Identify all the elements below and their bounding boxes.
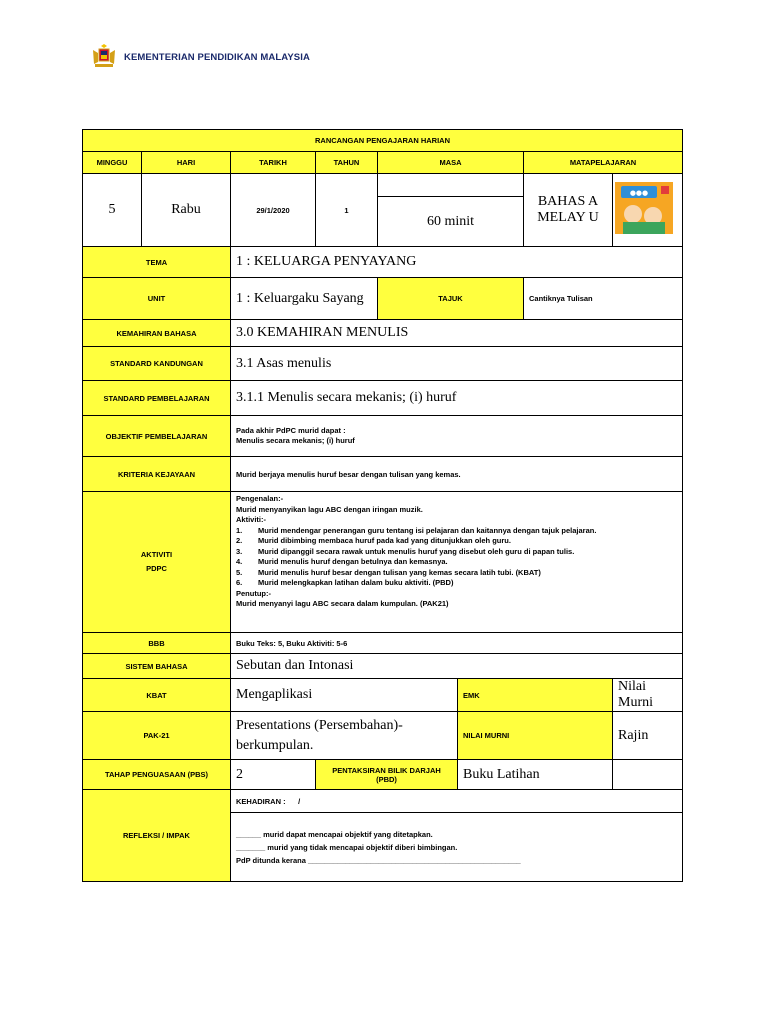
header-masa: MASA <box>378 152 524 174</box>
label-standard-kandungan: STANDARD KANDUNGAN <box>83 347 231 381</box>
value-refleksi <box>231 813 683 882</box>
value-unit: 1 : Keluargaku Sayang <box>231 278 378 320</box>
label-aktiviti-1: AKTIVITI <box>140 550 173 559</box>
refleksi-line-1: ______ murid dapat mencapai objektif yang ditetapkan. <box>236 829 433 839</box>
value-objektif <box>231 416 683 457</box>
value-kbat: Mengaplikasi <box>231 679 458 712</box>
label-kriteria: KRITERIA KEJAYAAN <box>83 457 231 492</box>
page-header <box>90 42 310 72</box>
value-minggu: 5 <box>83 174 142 247</box>
label-pak21: PAK-21 <box>83 712 231 760</box>
list-item: 2. Murid dibimbing membaca huruf pada kad yang ditunjukkan oleh guru. <box>236 536 511 545</box>
label-emk: EMK <box>458 679 613 712</box>
value-nilai-murni: Rajin <box>613 712 683 760</box>
value-tajuk: Cantiknya Tulisan <box>524 278 683 320</box>
refleksi-line-2: _______ murid yang tidak mencapai objektif diberi bimbingan. <box>236 842 458 852</box>
value-hari: Rabu <box>142 174 231 247</box>
header-tahun: TAHUN <box>316 152 378 174</box>
label-aktiviti <box>83 492 231 633</box>
empty-cell <box>613 760 683 790</box>
value-standard-pembelajaran: 3.1.1 Menulis secara mekanis; (i) huruf <box>231 381 683 416</box>
label-kbat: KBAT <box>83 679 231 712</box>
label-unit: UNIT <box>83 278 231 320</box>
label-objektif: OBJEKTIF PEMBELAJARAN <box>83 416 231 457</box>
pengenalan-text: Murid menyanyikan lagu ABC dengan iringan muzik. <box>236 504 423 514</box>
value-tarikh: 29/1/2020 <box>231 174 316 247</box>
value-tahap-penguasaan: 2 <box>231 760 316 790</box>
list-item: 4. Murid menulis huruf dengan betulnya dan kemasnya. <box>236 557 448 566</box>
list-item: 1. Murid mendengar penerangan guru tentang isi pelajaran dan kaitannya dengan tajuk pelajaran. <box>236 525 597 535</box>
aktiviti-steps <box>236 526 677 589</box>
value-kemahiran: 3.0 KEMAHIRAN MENULIS <box>231 320 683 347</box>
table-title: RANCANGAN PENGAJARAN HARIAN <box>83 130 683 152</box>
value-tahun: 1 <box>316 174 378 247</box>
label-tema: TEMA <box>83 247 231 278</box>
value-matapelajaran: BAHAS A MELAY U <box>524 174 613 247</box>
header-minggu: MINGGU <box>83 152 142 174</box>
label-tahap-penguasaan: TAHAP PENGUASAAN (PBS) <box>83 760 231 790</box>
value-pbd: Buku Latihan <box>458 760 613 790</box>
header-tarikh: TARIKH <box>231 152 316 174</box>
jata-negara-crest-icon <box>90 44 118 70</box>
svg-text:●●●: ●●● <box>629 188 649 197</box>
header-matapelajaran: MATAPELAJARAN <box>524 152 683 174</box>
list-item: 5. Murid menulis huruf besar dengan tulisan yang kemas secara latih tubi. (KBAT) <box>236 567 541 577</box>
label-bbb: BBB <box>83 633 231 654</box>
value-sistem-bahasa: Sebutan dan Intonasi <box>231 654 683 679</box>
lesson-plan-table <box>82 129 683 882</box>
label-standard-pembelajaran: STANDARD PEMBELAJARAN <box>83 381 231 416</box>
pengenalan-title: Pengenalan:- <box>236 494 284 503</box>
label-tajuk: TAJUK <box>378 278 524 320</box>
value-standard-kandungan: 3.1 Asas menulis <box>231 347 683 381</box>
label-aktiviti-2: PDPC <box>146 564 167 573</box>
value-kriteria: Murid berjaya menulis huruf besar dengan tulisan yang kemas. <box>231 457 683 492</box>
refleksi-line-3: PdP ditunda kerana ___________________________________________________ <box>236 855 521 865</box>
value-tema: 1 : KELUARGA PENYAYANG <box>231 247 683 278</box>
value-bbb: Buku Teks: 5, Buku Aktiviti: 5-6 <box>231 633 683 654</box>
value-kehadiran: KEHADIRAN : / <box>231 790 683 813</box>
list-item: 6. Murid melengkapkan latihan dalam buku aktiviti. (PBD) <box>236 578 454 587</box>
label-nilai-murni: NILAI MURNI <box>458 712 613 760</box>
header-hari: HARI <box>142 152 231 174</box>
value-masa: 60 minit <box>426 214 475 229</box>
penutup-title: Penutup:- <box>236 588 271 598</box>
aktiviti-title: Aktiviti:- <box>236 515 266 524</box>
value-aktiviti <box>231 492 683 633</box>
buku-teks-cover-icon <box>615 182 673 234</box>
label-pbd: PENTAKSIRAN BILIK DARJAH (PBD) <box>316 760 458 790</box>
value-pak21: Presentations (Persembahan)- berkumpulan. <box>231 712 458 760</box>
objektif-line-2: Menulis secara mekanis; (i) huruf <box>236 436 355 445</box>
label-kemahiran: KEMAHIRAN BAHASA <box>83 320 231 347</box>
label-refleksi: REFLEKSI / IMPAK <box>83 790 231 882</box>
penutup-text: Murid menyanyi lagu ABC secara dalam kumpulan. (PAK21) <box>236 599 449 608</box>
list-item: 3. Murid dipanggil secara rawak untuk menulis huruf yang disebut oleh guru di papan tulis. <box>236 546 575 556</box>
value-emk: Nilai Murni <box>613 679 683 712</box>
ministry-name: KEMENTERIAN PENDIDIKAN MALAYSIA <box>124 51 310 63</box>
objektif-line-1: Pada akhir PdPC murid dapat : <box>236 425 346 435</box>
label-sistem-bahasa: SISTEM BAHASA <box>83 654 231 679</box>
